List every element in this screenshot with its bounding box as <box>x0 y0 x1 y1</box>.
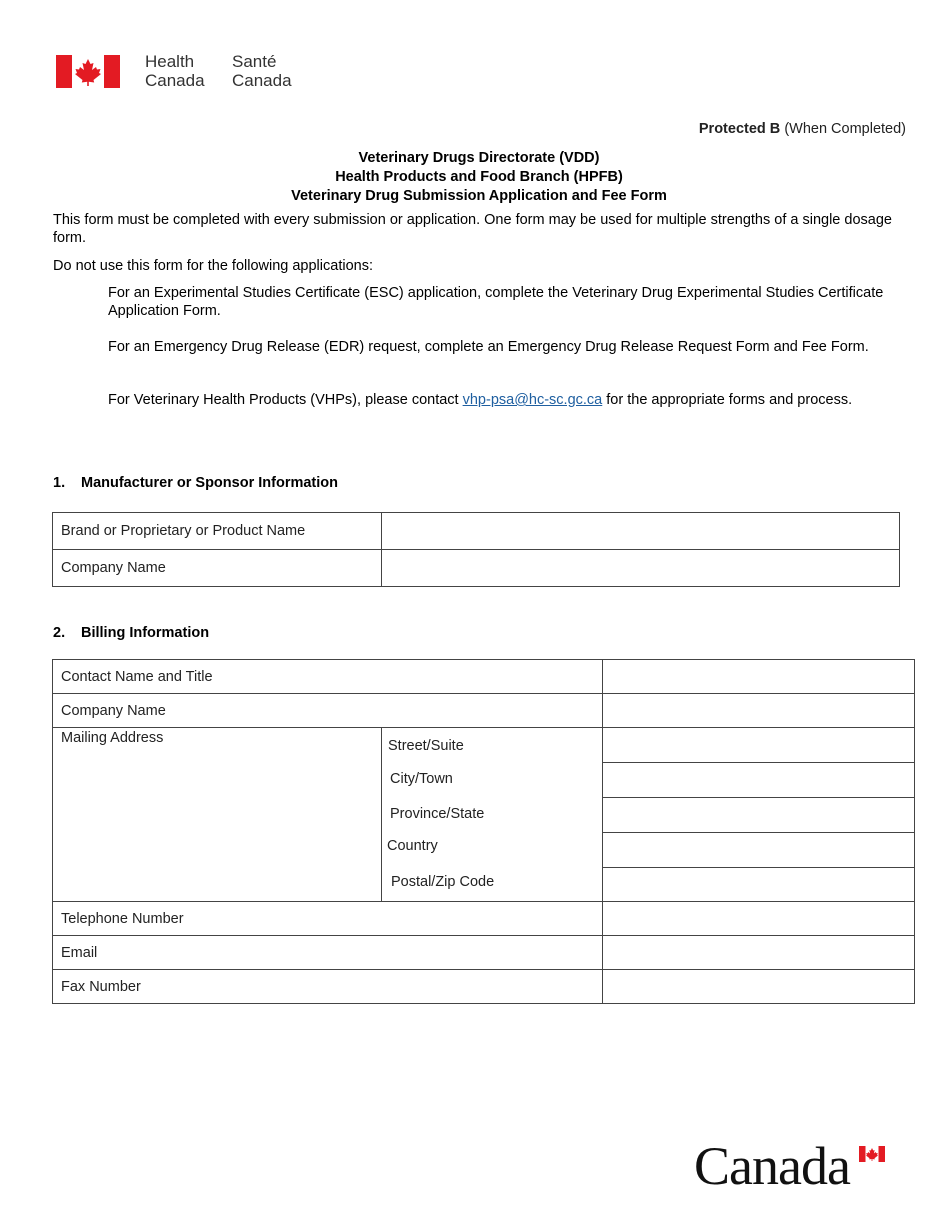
esc-paragraph: For an Experimental Studies Certificate (ESC) application, complete the Veterinary Drug Experimental Studies Certificate Application Form. <box>108 285 884 319</box>
telephone-label: Telephone Number <box>53 902 603 936</box>
table-row <box>53 694 915 728</box>
table-row <box>53 728 915 763</box>
street-suite-label: Street/Suite <box>388 738 464 754</box>
fax-input[interactable] <box>611 970 906 1003</box>
table-row <box>53 902 915 936</box>
city-town-label: City/Town <box>390 771 453 787</box>
brand-name-label: Brand or Proprietary or Product Name <box>53 513 382 550</box>
telephone-cell[interactable] <box>602 902 914 936</box>
vhp-paragraph <box>108 391 898 409</box>
wordmark-flag-icon <box>859 1146 885 1162</box>
protected-classification <box>699 121 906 137</box>
dept-name-fr-line1: Santé <box>232 52 277 71</box>
canada-wordmark <box>694 1136 894 1198</box>
table-row <box>53 513 900 550</box>
title-branch: Health Products and Food Branch (HPFB) <box>335 169 623 185</box>
city-town-input[interactable] <box>611 763 906 797</box>
table-row <box>53 660 915 694</box>
country-input[interactable] <box>611 833 906 867</box>
dept-name-en-line1: Health <box>145 52 195 71</box>
postal-zip-code-label: Postal/Zip Code <box>391 874 495 890</box>
manufacturer-company-name-input[interactable] <box>390 550 891 586</box>
street-suite-cell[interactable] <box>602 728 914 763</box>
email-cell[interactable] <box>602 936 914 970</box>
section-2-title: Billing Information <box>81 625 210 641</box>
province-state-label: Province/State <box>390 806 485 822</box>
email-input[interactable] <box>611 936 906 969</box>
title-form-name: Veterinary Drug Submission Application and Fee Form <box>291 188 667 204</box>
title-directorate: Veterinary Drugs Directorate (VDD) <box>358 150 600 166</box>
intro-paragraph: This form must be completed with every submission or application. One form may be used for multiple strengths of a single dosage form. <box>53 212 892 246</box>
fax-cell[interactable] <box>602 970 914 1004</box>
address-sublabels <box>382 728 603 902</box>
city-town-cell[interactable] <box>602 763 914 798</box>
contact-name-input[interactable] <box>611 660 906 693</box>
vhp-email-link[interactable]: vhp-psa@hc-sc.gc.ca <box>462 392 603 408</box>
section-1-number: 1. <box>53 475 66 491</box>
contact-name-cell[interactable] <box>602 660 914 694</box>
dept-name-en-line2: Canada <box>145 71 205 90</box>
country-label: Country <box>387 838 438 854</box>
section-2-number: 2. <box>53 625 66 641</box>
street-suite-input[interactable] <box>611 728 906 762</box>
province-state-input[interactable] <box>611 798 906 832</box>
postal-zip-code-cell[interactable] <box>602 868 914 902</box>
billing-table <box>52 659 915 1004</box>
table-row <box>53 970 915 1004</box>
country-cell[interactable] <box>602 833 914 868</box>
billing-company-name-label: Company Name <box>53 694 603 728</box>
vhp-text-before: For Veterinary Health Products (VHPs), please contact <box>108 392 463 408</box>
table-row <box>53 550 900 587</box>
vhp-text-after: for the appropriate forms and process. <box>602 392 853 408</box>
manufacturer-company-name-label: Company Name <box>53 550 382 587</box>
brand-name-input[interactable] <box>390 513 891 549</box>
section-2-heading <box>53 625 209 641</box>
form-title-block <box>0 149 950 206</box>
do-not-use-paragraph: Do not use this form for the following applications: <box>53 258 373 274</box>
health-canada-logo <box>56 52 296 92</box>
billing-company-name-cell[interactable] <box>602 694 914 728</box>
fax-label: Fax Number <box>53 970 603 1004</box>
email-label: Email <box>53 936 603 970</box>
postal-zip-code-input[interactable] <box>611 868 906 901</box>
manufacturer-table <box>52 512 900 587</box>
protected-label: Protected B <box>698 121 781 137</box>
brand-name-cell[interactable] <box>382 513 900 550</box>
edr-paragraph: For an Emergency Drug Release (EDR) request, complete an Emergency Drug Release Request Form and Fee Form. <box>108 339 869 355</box>
mailing-address-label: Mailing Address <box>53 728 382 902</box>
manufacturer-company-name-cell[interactable] <box>382 550 900 587</box>
canada-wordmark-text: Canada <box>694 1136 850 1196</box>
section-1-title: Manufacturer or Sponsor Information <box>81 475 338 491</box>
section-1-heading <box>53 475 338 491</box>
province-state-cell[interactable] <box>602 798 914 833</box>
contact-name-label: Contact Name and Title <box>53 660 603 694</box>
table-row <box>53 936 915 970</box>
dept-name-fr-line2: Canada <box>232 71 292 90</box>
canada-flag-icon <box>56 55 120 88</box>
protected-note: (When Completed) <box>784 121 906 137</box>
telephone-input[interactable] <box>611 902 906 935</box>
billing-company-name-input[interactable] <box>611 694 906 727</box>
